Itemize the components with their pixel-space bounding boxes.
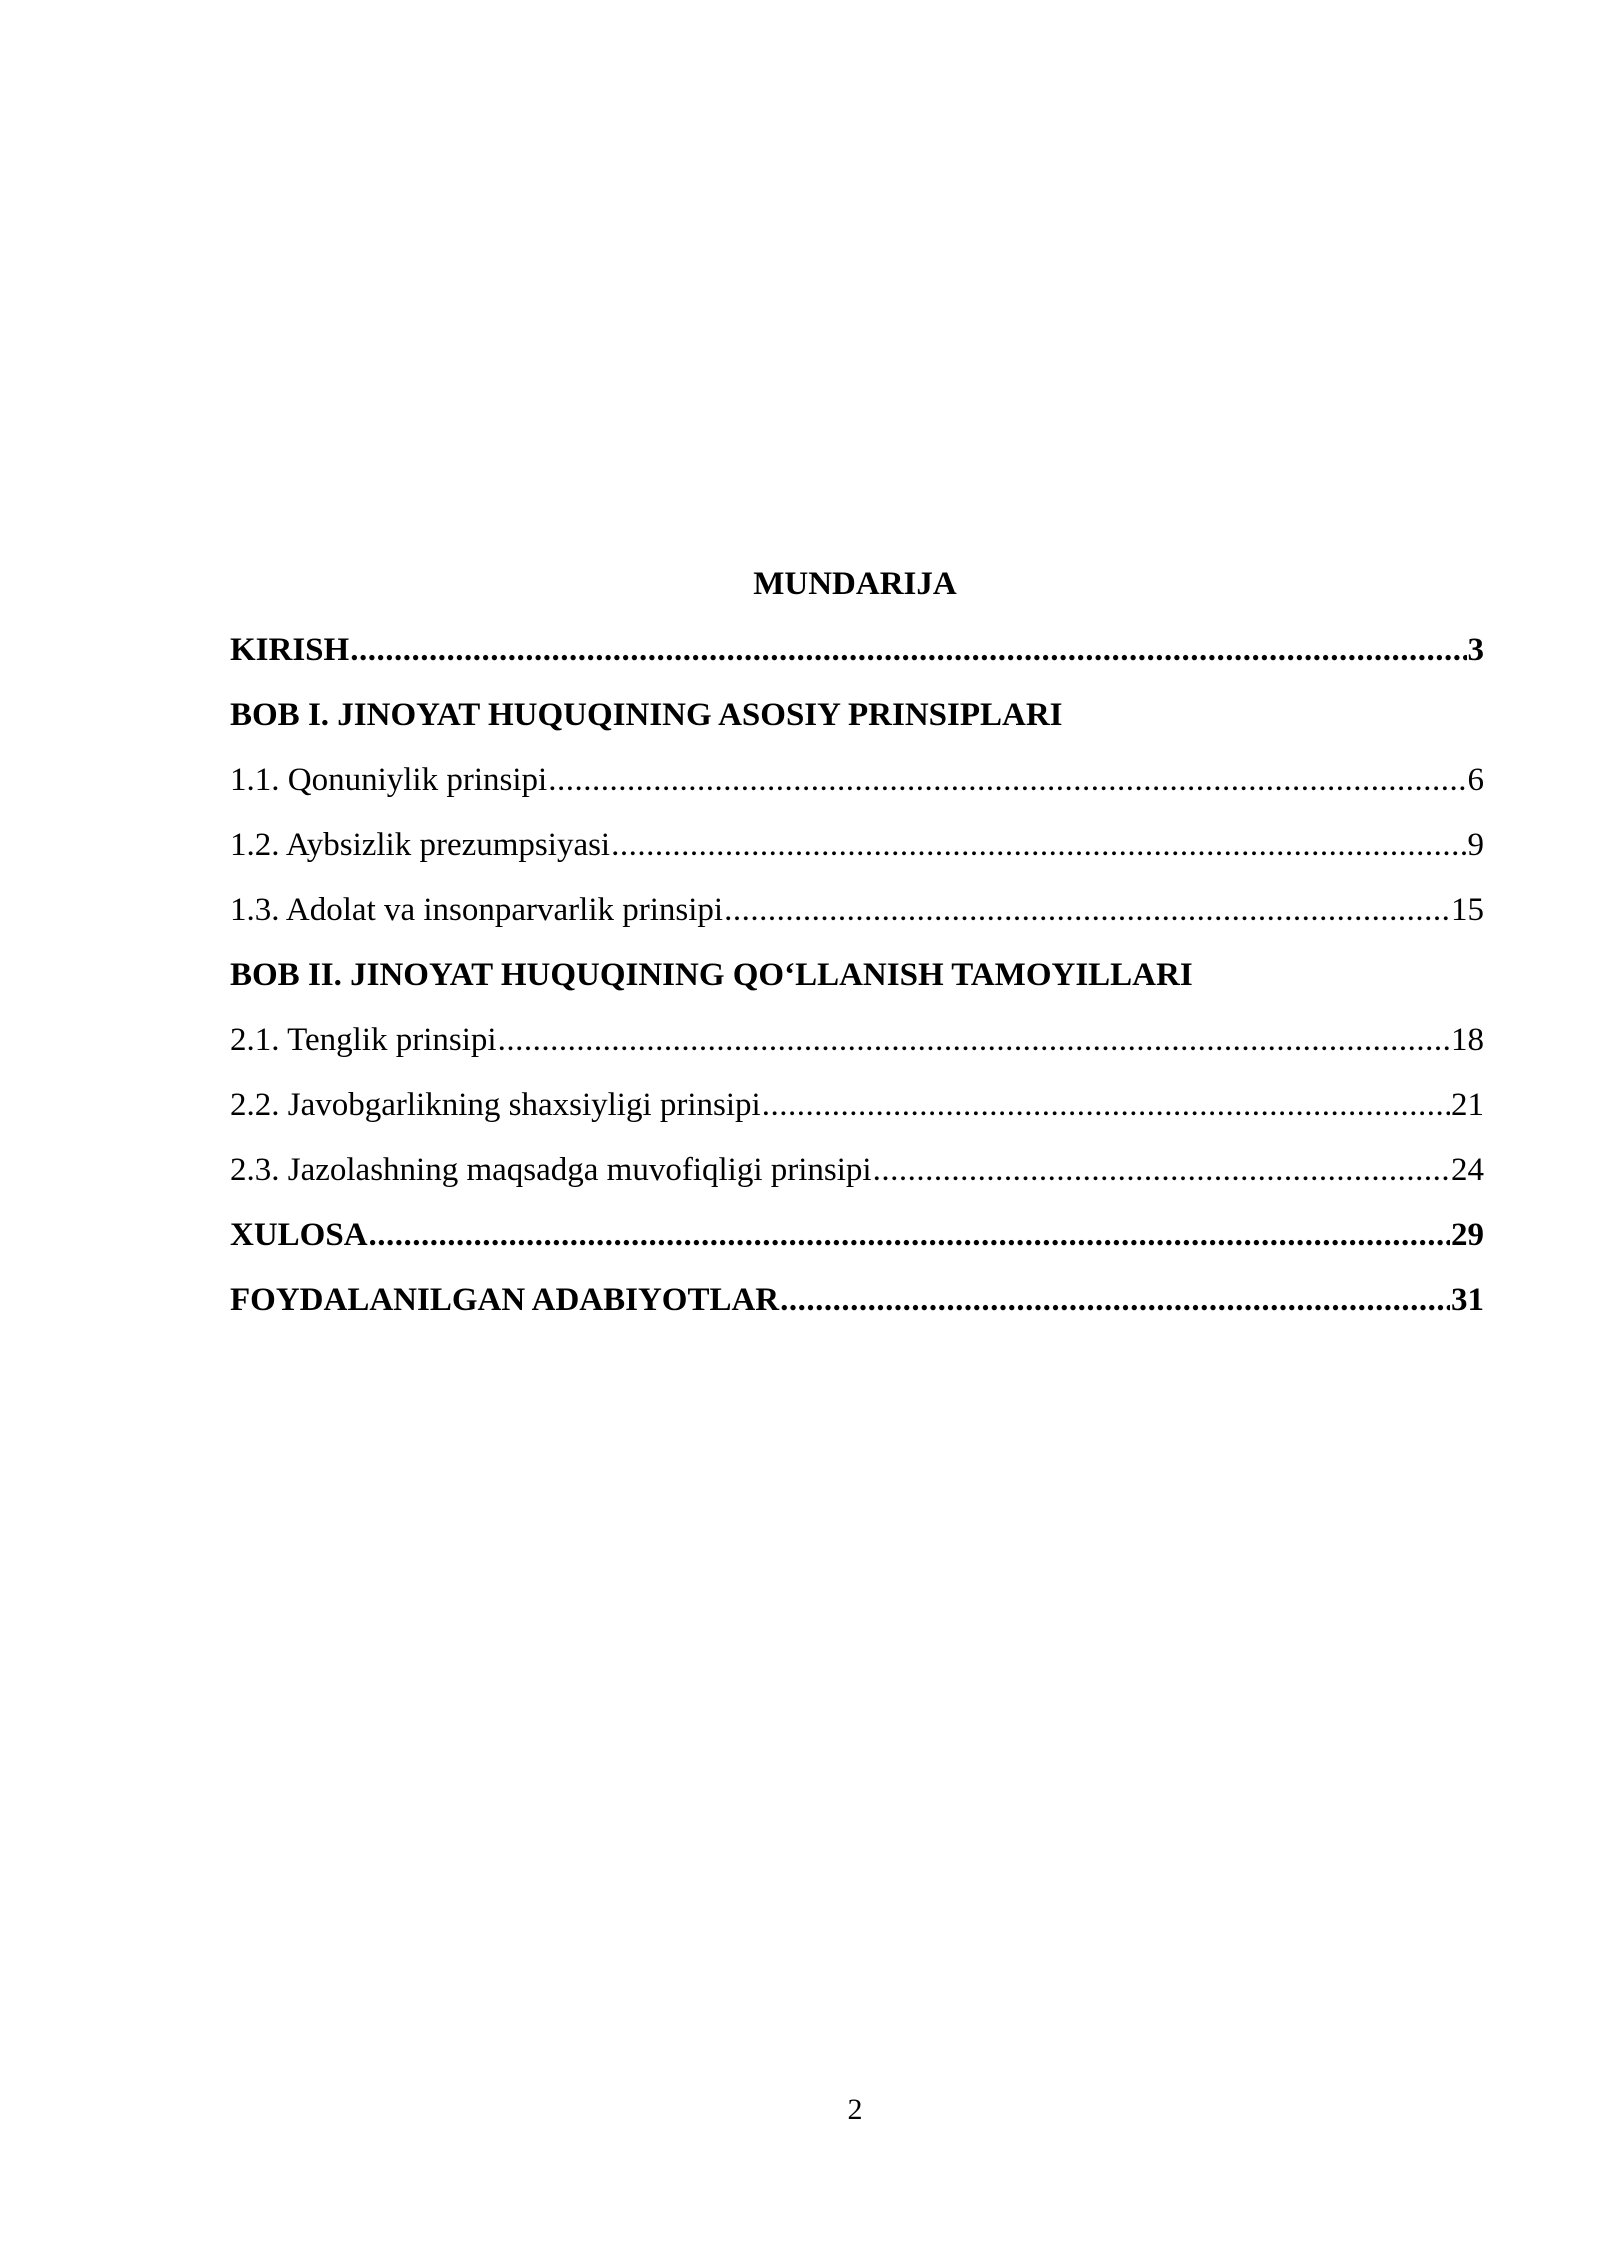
toc-entry-2-1[interactable]: [230, 1018, 1484, 1083]
toc-entry-page: 29: [1451, 1217, 1484, 1253]
toc-entry-page: 21: [1451, 1087, 1484, 1123]
toc-entry-2-2[interactable]: [230, 1083, 1484, 1148]
toc-entry-page: 3: [1467, 632, 1484, 668]
toc-dot-leader: [873, 1148, 1450, 1192]
toc-entry-label: 2.3. Jazolashning maqsadga muvofiqligi prinsipi: [230, 1152, 872, 1188]
toc-entry-label: 1.1. Qonuniylik prinsipi: [230, 762, 548, 798]
page-number: 2: [847, 2093, 863, 2126]
toc-dot-leader: [350, 628, 1466, 672]
toc-chapter-heading-2[interactable]: [230, 953, 1484, 1018]
toc-dot-leader: [780, 1278, 1450, 1322]
toc-entry-1-3[interactable]: [230, 888, 1484, 953]
toc-entry-label: 1.2. Aybsizlik prezumpsiyasi: [230, 827, 611, 863]
toc-dot-leader: [369, 1213, 1450, 1257]
toc-dot-leader: [498, 1018, 1450, 1062]
toc-dot-leader: [724, 888, 1450, 932]
toc-entry-label: BOB II. JINOYAT HUQUQINING QO‘LLANISH TAMOYILLARI: [230, 957, 1193, 993]
toc-entry-adabiyotlar[interactable]: [230, 1278, 1484, 1343]
toc-entry-xulosa[interactable]: [230, 1213, 1484, 1278]
toc-entry-label: KIRISH: [230, 632, 350, 668]
toc-dot-leader: [762, 1083, 1450, 1127]
toc-chapter-heading-1[interactable]: [230, 693, 1484, 758]
toc-entry-label: 2.2. Javobgarlikning shaxsiyligi prinsipi: [230, 1087, 761, 1123]
toc-entry-page: 15: [1451, 892, 1484, 928]
toc-entry-label: 2.1. Tenglik prinsipi: [230, 1022, 497, 1058]
toc-entry-label: FOYDALANILGAN ADABIYOTLAR: [230, 1282, 780, 1318]
toc-entry-page: 6: [1467, 762, 1484, 798]
toc-entry-page: 18: [1451, 1022, 1484, 1058]
toc-entry-page: 9: [1467, 827, 1484, 863]
toc-entry-page: 31: [1451, 1282, 1484, 1318]
table-of-contents: [230, 628, 1484, 1343]
toc-entry-page: 24: [1451, 1152, 1484, 1188]
toc-entry-1-2[interactable]: [230, 823, 1484, 888]
toc-entry-label: XULOSA: [230, 1217, 368, 1253]
toc-title: MUNDARIJA: [753, 566, 957, 602]
toc-entry-2-3[interactable]: [230, 1148, 1484, 1213]
toc-dot-leader: [611, 823, 1466, 867]
toc-entry-label: 1.3. Adolat va insonparvarlik prinsipi: [230, 892, 724, 928]
toc-entry-kirish[interactable]: [230, 628, 1484, 693]
toc-entry-label: BOB I. JINOYAT HUQUQINING ASOSIY PRINSIPLARI: [230, 697, 1063, 733]
toc-entry-1-1[interactable]: [230, 758, 1484, 823]
toc-dot-leader: [548, 758, 1466, 802]
